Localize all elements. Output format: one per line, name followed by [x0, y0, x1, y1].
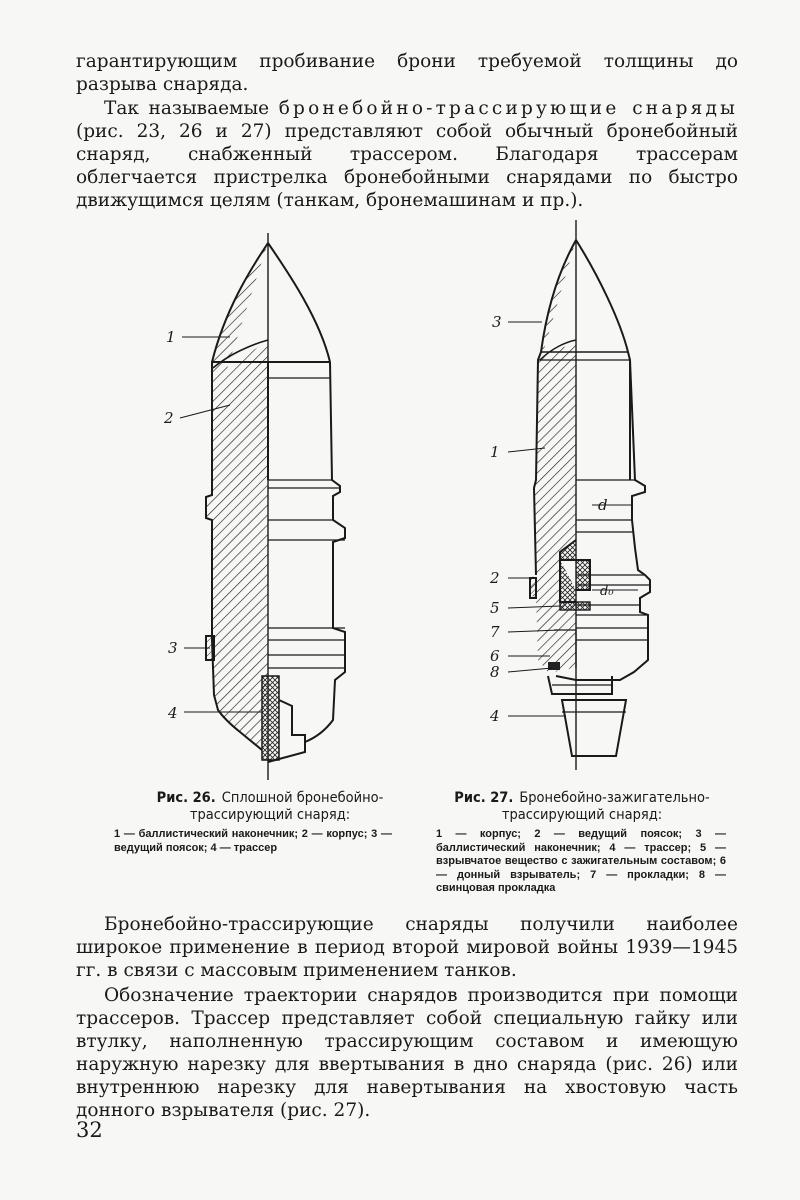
fig27-callout-6: 6: [490, 647, 500, 665]
fig26-legend: 1 — баллистический наконечник; 2 — корпус; 3 — ведущий поясок; 4 — трассер: [114, 828, 392, 854]
page-number: 32: [76, 1118, 103, 1142]
figure-27-shell: [508, 220, 650, 770]
fig27-caption-num: Рис. 27.: [454, 790, 514, 806]
fig27-caption-title: Бронебойно-зажигательно-трассирующий снаряд:: [501, 790, 710, 823]
fig27-dim-d: d: [598, 496, 608, 514]
fig27-callout-7: 7: [490, 623, 500, 641]
para-rest: (рис. 23, 26 и 27) представляют собой обычный бронебойный снаряд, снабженный трассером. Благодаря трассерам облегчается пристрелка бронебойными снарядами по быстро движущимся целям (танкам, бронемашинам и пр.).: [76, 121, 738, 211]
fig27-callout-3: 3: [492, 313, 502, 331]
para-spaced-term: бронебойно-трассирующие снаряды: [278, 98, 738, 119]
fig26-callout-3: 3: [168, 639, 178, 657]
paragraph-tracer-description: Обозначение траектории снарядов производится при помощи трассеров. Трассер представляет собой специальную гайку или втулку, наполненную трассирующим составом и имеющую наружную нарезку для ввертывания в дно снаряда (рис. 26) или внутреннюю нарезку для навертывания на хвостовую часть донного взрывателя (рис. 27).: [76, 985, 738, 1121]
fig26-caption: [110, 790, 430, 824]
fig26-callout-4: 4: [168, 704, 178, 722]
fig27-legend: 1 — корпус; 2 — ведущий поясок; 3 — баллистический наконечник; 4 — трассер; 5 — взрывчатое вещество с зажигательным составом; 6 — донный взрыватель; 7 — прокладки; 8 — свинцовая прокладка: [436, 828, 726, 894]
fig27-callout-5: 5: [490, 599, 500, 617]
fig27-callout-4: 4: [490, 707, 500, 725]
text-line-continuation: гарантирующим пробивание брони требуемой толщины до разрыва снаряда.: [76, 51, 738, 95]
fig27-callout-1: 1: [490, 443, 500, 461]
fig27-callout-8: 8: [490, 663, 500, 681]
figure-26-shell: [180, 233, 345, 780]
fig27-dim-d0: d₀: [600, 584, 614, 599]
para-lead: Так называемые: [104, 98, 279, 119]
fig27-caption: [432, 790, 732, 824]
fig26-callout-2: 2: [164, 409, 174, 427]
fig27-callout-2: 2: [490, 569, 500, 587]
fig26-caption-num: Рис. 26.: [156, 790, 216, 806]
fig26-caption-title: Сплошной бронебойно-трассирующий снаряд:: [189, 790, 384, 823]
paragraph-wwii-usage: Бронебойно-трассирующие снаряды получили наиболее широкое применение в период второй мировой войны 1939—1945 гг. в связи с массовым применением танков.: [76, 914, 738, 981]
fig26-callout-1: 1: [166, 328, 176, 346]
